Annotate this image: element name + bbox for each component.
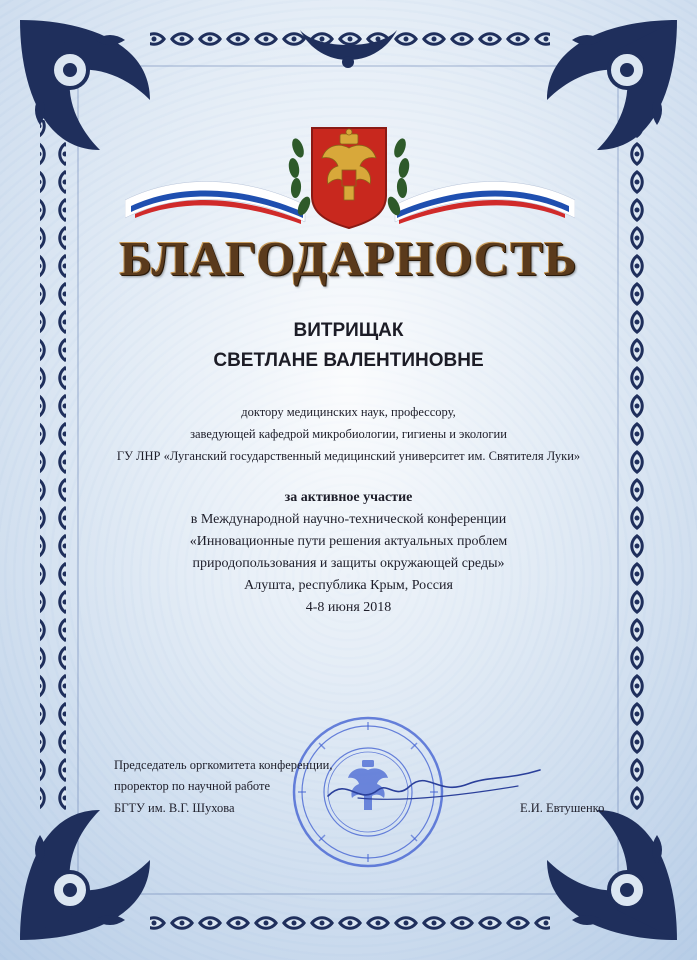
reason-line-2: «Инновационные пути решения актуальных проблем <box>189 534 508 549</box>
position-line-2: заведующей кафедрой микробиологии, гигиены и экологии <box>190 427 507 441</box>
corner-ornament-bottom-right <box>547 810 677 940</box>
coat-of-arms-icon <box>278 118 420 236</box>
reason-line-1: в Международной научно-технической конференции <box>190 512 507 527</box>
reason-line-5: 4-8 июня 2018 <box>305 600 392 615</box>
handwritten-signature <box>318 756 548 816</box>
reason-line-4: Алушта, республика Крым, Россия <box>244 578 453 593</box>
reason-line-3: природопользования и защиты окружающей среды» <box>192 556 505 571</box>
corner-ornament-top-right <box>547 20 677 150</box>
signatory-line-1: Председатель оргкомитета конференции, <box>114 758 333 772</box>
signatory-name: Е.И. Евтушенко <box>520 801 605 815</box>
corner-ornament-bottom-left <box>20 810 150 940</box>
reason-heading: за активное участие <box>284 490 413 505</box>
position-line-1: доктору медицинских наук, профессору, <box>241 405 456 419</box>
signatory-line-2: проректор по научной работе <box>114 779 271 793</box>
certificate-title: БЛАГОДАРНОСТЬ <box>119 231 578 286</box>
position-line-3: ГУ ЛНР «Луганский государственный медицинский университет им. Святителя Луки» <box>116 449 581 463</box>
recipient-surname: ВИТРИЩАК <box>293 320 404 341</box>
corner-ornament-top-left <box>20 20 150 150</box>
recipient-given-names: СВЕТЛАНЕ ВАЛЕНТИНОВНЕ <box>213 350 484 371</box>
signatory-line-3: БГТУ им. В.Г. Шухова <box>114 801 235 815</box>
